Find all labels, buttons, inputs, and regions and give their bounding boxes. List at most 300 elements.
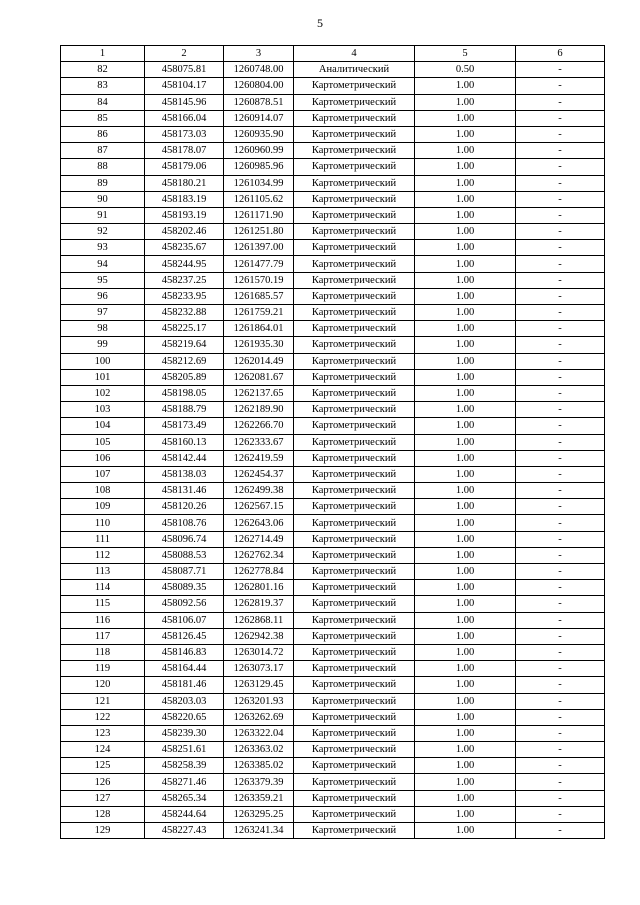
table-cell: 96 — [61, 288, 145, 304]
table-cell: - — [516, 110, 605, 126]
table-row — [61, 628, 605, 644]
table-cell: 1262567.15 — [224, 499, 294, 515]
table-cell: 1260804.00 — [224, 78, 294, 94]
table-cell: 1260914.07 — [224, 110, 294, 126]
table-cell: 1262499.38 — [224, 483, 294, 499]
table-cell: 458244.64 — [145, 806, 224, 822]
table-cell: 458205.89 — [145, 369, 224, 385]
table-cell: 1262189.90 — [224, 402, 294, 418]
table-cell: 458183.19 — [145, 191, 224, 207]
table-cell: 1.00 — [415, 353, 516, 369]
table-cell: 458227.43 — [145, 823, 224, 839]
table-cell: - — [516, 369, 605, 385]
table-cell: Картометрический — [294, 709, 415, 725]
table-cell: Картометрический — [294, 143, 415, 159]
table-cell: - — [516, 256, 605, 272]
page-number: 5 — [317, 16, 323, 30]
table-cell: - — [516, 434, 605, 450]
table-cell: Картометрический — [294, 288, 415, 304]
table-cell: 1.00 — [415, 483, 516, 499]
table-cell: 1260935.90 — [224, 126, 294, 142]
table-cell: 458178.07 — [145, 143, 224, 159]
table-cell: Картометрический — [294, 466, 415, 482]
table-cell: - — [516, 240, 605, 256]
table-cell: 1.00 — [415, 321, 516, 337]
table-row — [61, 612, 605, 628]
table-cell: 1.00 — [415, 256, 516, 272]
table-row — [61, 531, 605, 547]
table-cell: 1262454.37 — [224, 466, 294, 482]
table-cell: 458244.95 — [145, 256, 224, 272]
table-cell: 119 — [61, 661, 145, 677]
table-cell: - — [516, 305, 605, 321]
table-cell: 1.00 — [415, 677, 516, 693]
table-cell: 1262778.84 — [224, 564, 294, 580]
table-cell: 109 — [61, 499, 145, 515]
table-row — [61, 175, 605, 191]
table-cell: Картометрический — [294, 126, 415, 142]
table-cell: Картометрический — [294, 531, 415, 547]
table-row — [61, 110, 605, 126]
table-cell: 458145.96 — [145, 94, 224, 110]
table-cell: 458104.17 — [145, 78, 224, 94]
table-cell: - — [516, 564, 605, 580]
table-cell: - — [516, 175, 605, 191]
table-cell: 113 — [61, 564, 145, 580]
table-cell: - — [516, 321, 605, 337]
table-cell: 1263363.02 — [224, 742, 294, 758]
table-row — [61, 725, 605, 741]
table-cell: Картометрический — [294, 612, 415, 628]
table-cell: 126 — [61, 774, 145, 790]
table-cell: Картометрический — [294, 240, 415, 256]
table-cell: 91 — [61, 207, 145, 223]
table-cell: 125 — [61, 758, 145, 774]
table-cell: 458088.53 — [145, 547, 224, 563]
table-cell: 1260748.00 — [224, 62, 294, 78]
table-cell: 88 — [61, 159, 145, 175]
table-cell: 1261570.19 — [224, 272, 294, 288]
table-cell: 458233.95 — [145, 288, 224, 304]
table-cell: - — [516, 337, 605, 353]
table-cell: - — [516, 159, 605, 175]
table-cell: 1.00 — [415, 191, 516, 207]
table-cell: - — [516, 709, 605, 725]
table-cell: 458108.76 — [145, 515, 224, 531]
table-cell: 1.00 — [415, 337, 516, 353]
table-cell: 1262333.67 — [224, 434, 294, 450]
table-cell: 102 — [61, 385, 145, 401]
table-cell: Картометрический — [294, 547, 415, 563]
table-row — [61, 191, 605, 207]
table-cell: - — [516, 78, 605, 94]
table-cell: - — [516, 207, 605, 223]
table-cell: 458212.69 — [145, 353, 224, 369]
table-cell: Картометрический — [294, 94, 415, 110]
table-cell: 124 — [61, 742, 145, 758]
table-cell: - — [516, 402, 605, 418]
table-cell: Картометрический — [294, 191, 415, 207]
table-cell: - — [516, 628, 605, 644]
table-cell: Картометрический — [294, 774, 415, 790]
table-row — [61, 207, 605, 223]
column-header: 6 — [516, 46, 605, 62]
table-cell: 111 — [61, 531, 145, 547]
table-cell: 458237.25 — [145, 272, 224, 288]
coordinates-table — [60, 45, 605, 839]
table-cell: 117 — [61, 628, 145, 644]
table-cell: - — [516, 806, 605, 822]
table-cell: Картометрический — [294, 515, 415, 531]
table-cell: 95 — [61, 272, 145, 288]
table-cell: - — [516, 531, 605, 547]
table-cell: 98 — [61, 321, 145, 337]
table-cell: 458173.49 — [145, 418, 224, 434]
table-cell: Картометрический — [294, 806, 415, 822]
table-cell: - — [516, 126, 605, 142]
table-cell: 458258.39 — [145, 758, 224, 774]
table-cell: Картометрический — [294, 418, 415, 434]
table-cell: 83 — [61, 78, 145, 94]
table-cell: 1.00 — [415, 790, 516, 806]
table-cell: 1262014.49 — [224, 353, 294, 369]
table-row — [61, 774, 605, 790]
table-cell: Аналитический — [294, 62, 415, 78]
table-cell: - — [516, 774, 605, 790]
table-cell: 1.00 — [415, 774, 516, 790]
table-cell: 116 — [61, 612, 145, 628]
table-cell: 458188.79 — [145, 402, 224, 418]
table-cell: 90 — [61, 191, 145, 207]
table-cell: 84 — [61, 94, 145, 110]
table-cell: 1262714.49 — [224, 531, 294, 547]
table-cell: Картометрический — [294, 677, 415, 693]
table-row — [61, 240, 605, 256]
table-cell: 122 — [61, 709, 145, 725]
table-cell: 1.00 — [415, 742, 516, 758]
table-cell: - — [516, 288, 605, 304]
table-cell: 1.00 — [415, 725, 516, 741]
table-cell: 1261105.62 — [224, 191, 294, 207]
table-cell: - — [516, 580, 605, 596]
table-cell: 458239.30 — [145, 725, 224, 741]
table-cell: 128 — [61, 806, 145, 822]
table-cell: 1.00 — [415, 693, 516, 709]
table-row — [61, 353, 605, 369]
table-row — [61, 515, 605, 531]
table-cell: 1.00 — [415, 450, 516, 466]
table-cell: 1.00 — [415, 758, 516, 774]
table-cell: 1262801.16 — [224, 580, 294, 596]
table-cell: 1.00 — [415, 466, 516, 482]
table-cell: 1.00 — [415, 434, 516, 450]
table-cell: 1262868.11 — [224, 612, 294, 628]
column-header: 3 — [224, 46, 294, 62]
table-cell: 458265.34 — [145, 790, 224, 806]
table-row — [61, 94, 605, 110]
table-cell: 1261397.00 — [224, 240, 294, 256]
table-cell: Картометрический — [294, 790, 415, 806]
table-cell: 458164.44 — [145, 661, 224, 677]
table-cell: 458131.46 — [145, 483, 224, 499]
table-cell: 458181.46 — [145, 677, 224, 693]
table-row — [61, 677, 605, 693]
table-cell: 1.00 — [415, 143, 516, 159]
table-cell: - — [516, 823, 605, 839]
table-cell: 93 — [61, 240, 145, 256]
table-cell: 1.00 — [415, 369, 516, 385]
table-cell: 123 — [61, 725, 145, 741]
table-cell: 458160.13 — [145, 434, 224, 450]
table-cell: Картометрический — [294, 758, 415, 774]
table-cell: 1.00 — [415, 564, 516, 580]
table-cell: Картометрический — [294, 175, 415, 191]
table-cell: 458179.06 — [145, 159, 224, 175]
table-cell: - — [516, 353, 605, 369]
table-cell: Картометрический — [294, 110, 415, 126]
table-cell: - — [516, 547, 605, 563]
table-cell: 87 — [61, 143, 145, 159]
table-cell: 120 — [61, 677, 145, 693]
table-cell: 1262266.70 — [224, 418, 294, 434]
table-cell: 1262643.06 — [224, 515, 294, 531]
table-cell: 1263262.69 — [224, 709, 294, 725]
table-row — [61, 385, 605, 401]
table-cell: 104 — [61, 418, 145, 434]
table-cell: Картометрический — [294, 564, 415, 580]
table-row — [61, 272, 605, 288]
table-cell: 1263201.93 — [224, 693, 294, 709]
table-cell: Картометрический — [294, 78, 415, 94]
table-cell: 107 — [61, 466, 145, 482]
table-cell: - — [516, 515, 605, 531]
table-cell: 97 — [61, 305, 145, 321]
table-cell: Картометрический — [294, 693, 415, 709]
table-cell: 1260878.51 — [224, 94, 294, 110]
column-header: 1 — [61, 46, 145, 62]
table-cell: 1262819.37 — [224, 596, 294, 612]
table-cell: Картометрический — [294, 661, 415, 677]
table-cell: 458198.05 — [145, 385, 224, 401]
table-cell: 1.00 — [415, 207, 516, 223]
table-row — [61, 596, 605, 612]
table-cell: Картометрический — [294, 207, 415, 223]
table-row — [61, 224, 605, 240]
table-cell: 1.00 — [415, 628, 516, 644]
table-cell: - — [516, 94, 605, 110]
table-cell: 1.00 — [415, 78, 516, 94]
table-cell: - — [516, 385, 605, 401]
table-row — [61, 62, 605, 78]
table-row — [61, 143, 605, 159]
table-cell: 1.00 — [415, 612, 516, 628]
table-cell: 1.00 — [415, 305, 516, 321]
table-cell: Картометрический — [294, 823, 415, 839]
table-cell: 1.00 — [415, 547, 516, 563]
table-cell: 1.00 — [415, 418, 516, 434]
table-cell: 458075.81 — [145, 62, 224, 78]
table-cell: 1.00 — [415, 596, 516, 612]
table-cell: 458106.07 — [145, 612, 224, 628]
table-cell: 110 — [61, 515, 145, 531]
table-cell: 112 — [61, 547, 145, 563]
table-cell: 1.00 — [415, 94, 516, 110]
table-cell: - — [516, 596, 605, 612]
table-cell: 458251.61 — [145, 742, 224, 758]
table-cell: 1.00 — [415, 806, 516, 822]
table-cell: Картометрический — [294, 483, 415, 499]
table-cell: 106 — [61, 450, 145, 466]
table-cell: - — [516, 758, 605, 774]
table-cell: Картометрический — [294, 321, 415, 337]
table-cell: 458202.46 — [145, 224, 224, 240]
table-row — [61, 806, 605, 822]
table-cell: Картометрический — [294, 256, 415, 272]
table-row — [61, 564, 605, 580]
table-cell: 458096.74 — [145, 531, 224, 547]
table-cell: 121 — [61, 693, 145, 709]
column-header: 5 — [415, 46, 516, 62]
table-cell: 129 — [61, 823, 145, 839]
table-cell: 0.50 — [415, 62, 516, 78]
table-cell: 1260985.96 — [224, 159, 294, 175]
table-cell: 1261935.30 — [224, 337, 294, 353]
table-cell: 458138.03 — [145, 466, 224, 482]
table-cell: 1263241.34 — [224, 823, 294, 839]
table-cell: 458220.65 — [145, 709, 224, 725]
table-row — [61, 159, 605, 175]
table-cell: - — [516, 418, 605, 434]
table-cell: 1.00 — [415, 531, 516, 547]
table-cell: 458146.83 — [145, 644, 224, 660]
table-cell: - — [516, 644, 605, 660]
table-cell: - — [516, 677, 605, 693]
table-row — [61, 126, 605, 142]
table-cell: 1.00 — [415, 224, 516, 240]
table-cell: 100 — [61, 353, 145, 369]
table-cell: Картометрический — [294, 385, 415, 401]
table-cell: 1262137.65 — [224, 385, 294, 401]
table-cell: 1263359.21 — [224, 790, 294, 806]
table-row — [61, 758, 605, 774]
table-cell: 115 — [61, 596, 145, 612]
table-cell: 1263385.02 — [224, 758, 294, 774]
table-cell: 105 — [61, 434, 145, 450]
table-cell: Картометрический — [294, 159, 415, 175]
column-header: 4 — [294, 46, 415, 62]
table-row — [61, 256, 605, 272]
table-cell: 1.00 — [415, 644, 516, 660]
table-cell: Картометрический — [294, 499, 415, 515]
table-cell: 1.00 — [415, 580, 516, 596]
table-row — [61, 547, 605, 563]
table-cell: 458219.64 — [145, 337, 224, 353]
table-row — [61, 418, 605, 434]
table-row — [61, 434, 605, 450]
table-cell: 1262762.34 — [224, 547, 294, 563]
table-cell: 1262081.67 — [224, 369, 294, 385]
table-cell: 1260960.99 — [224, 143, 294, 159]
table-cell: - — [516, 272, 605, 288]
table-cell: - — [516, 661, 605, 677]
table-row — [61, 466, 605, 482]
table-cell: 108 — [61, 483, 145, 499]
table-cell: Картометрический — [294, 596, 415, 612]
table-cell: 458087.71 — [145, 564, 224, 580]
table-cell: - — [516, 224, 605, 240]
table-cell: 1.00 — [415, 175, 516, 191]
table-cell: - — [516, 612, 605, 628]
table-cell: 1263295.25 — [224, 806, 294, 822]
table-cell: 458173.03 — [145, 126, 224, 142]
table-cell: Картометрический — [294, 644, 415, 660]
table-cell: 1.00 — [415, 272, 516, 288]
table-cell: - — [516, 725, 605, 741]
table-cell: - — [516, 143, 605, 159]
table-cell: 458120.26 — [145, 499, 224, 515]
table-cell: 1262942.38 — [224, 628, 294, 644]
table-cell: 1.00 — [415, 661, 516, 677]
table-cell: 458271.46 — [145, 774, 224, 790]
table-cell: Картометрический — [294, 628, 415, 644]
table-row — [61, 661, 605, 677]
table-cell: 1261685.57 — [224, 288, 294, 304]
table-cell: 458142.44 — [145, 450, 224, 466]
table-cell: 1263129.45 — [224, 677, 294, 693]
table-row — [61, 305, 605, 321]
table-cell: Картометрический — [294, 337, 415, 353]
table-cell: 127 — [61, 790, 145, 806]
table-row — [61, 337, 605, 353]
table-row — [61, 499, 605, 515]
table-cell: 458126.45 — [145, 628, 224, 644]
table-cell: Картометрический — [294, 402, 415, 418]
table-cell: 458166.04 — [145, 110, 224, 126]
column-header: 2 — [145, 46, 224, 62]
table-cell: - — [516, 466, 605, 482]
table-row — [61, 742, 605, 758]
table-row — [61, 321, 605, 337]
table-cell: - — [516, 693, 605, 709]
table-cell: - — [516, 790, 605, 806]
table-cell: 458089.35 — [145, 580, 224, 596]
table-cell: 118 — [61, 644, 145, 660]
table-row — [61, 369, 605, 385]
table-row — [61, 402, 605, 418]
table-cell: Картометрический — [294, 742, 415, 758]
table-cell: 1263322.04 — [224, 725, 294, 741]
table-cell: 458193.19 — [145, 207, 224, 223]
table-row — [61, 790, 605, 806]
table-cell: Картометрический — [294, 305, 415, 321]
table-cell: 86 — [61, 126, 145, 142]
table-cell: 1263073.17 — [224, 661, 294, 677]
table-cell: 458235.67 — [145, 240, 224, 256]
table-cell: 1.00 — [415, 709, 516, 725]
table-cell: 1262419.59 — [224, 450, 294, 466]
table-cell: 1263014.72 — [224, 644, 294, 660]
table-cell: Картометрический — [294, 353, 415, 369]
table-row — [61, 580, 605, 596]
table-cell: 1.00 — [415, 499, 516, 515]
table-cell: 1261171.90 — [224, 207, 294, 223]
table-cell: 458180.21 — [145, 175, 224, 191]
table-row — [61, 450, 605, 466]
table-cell: Картометрический — [294, 369, 415, 385]
table-cell: - — [516, 742, 605, 758]
table-row — [61, 823, 605, 839]
table-cell: Картометрический — [294, 434, 415, 450]
